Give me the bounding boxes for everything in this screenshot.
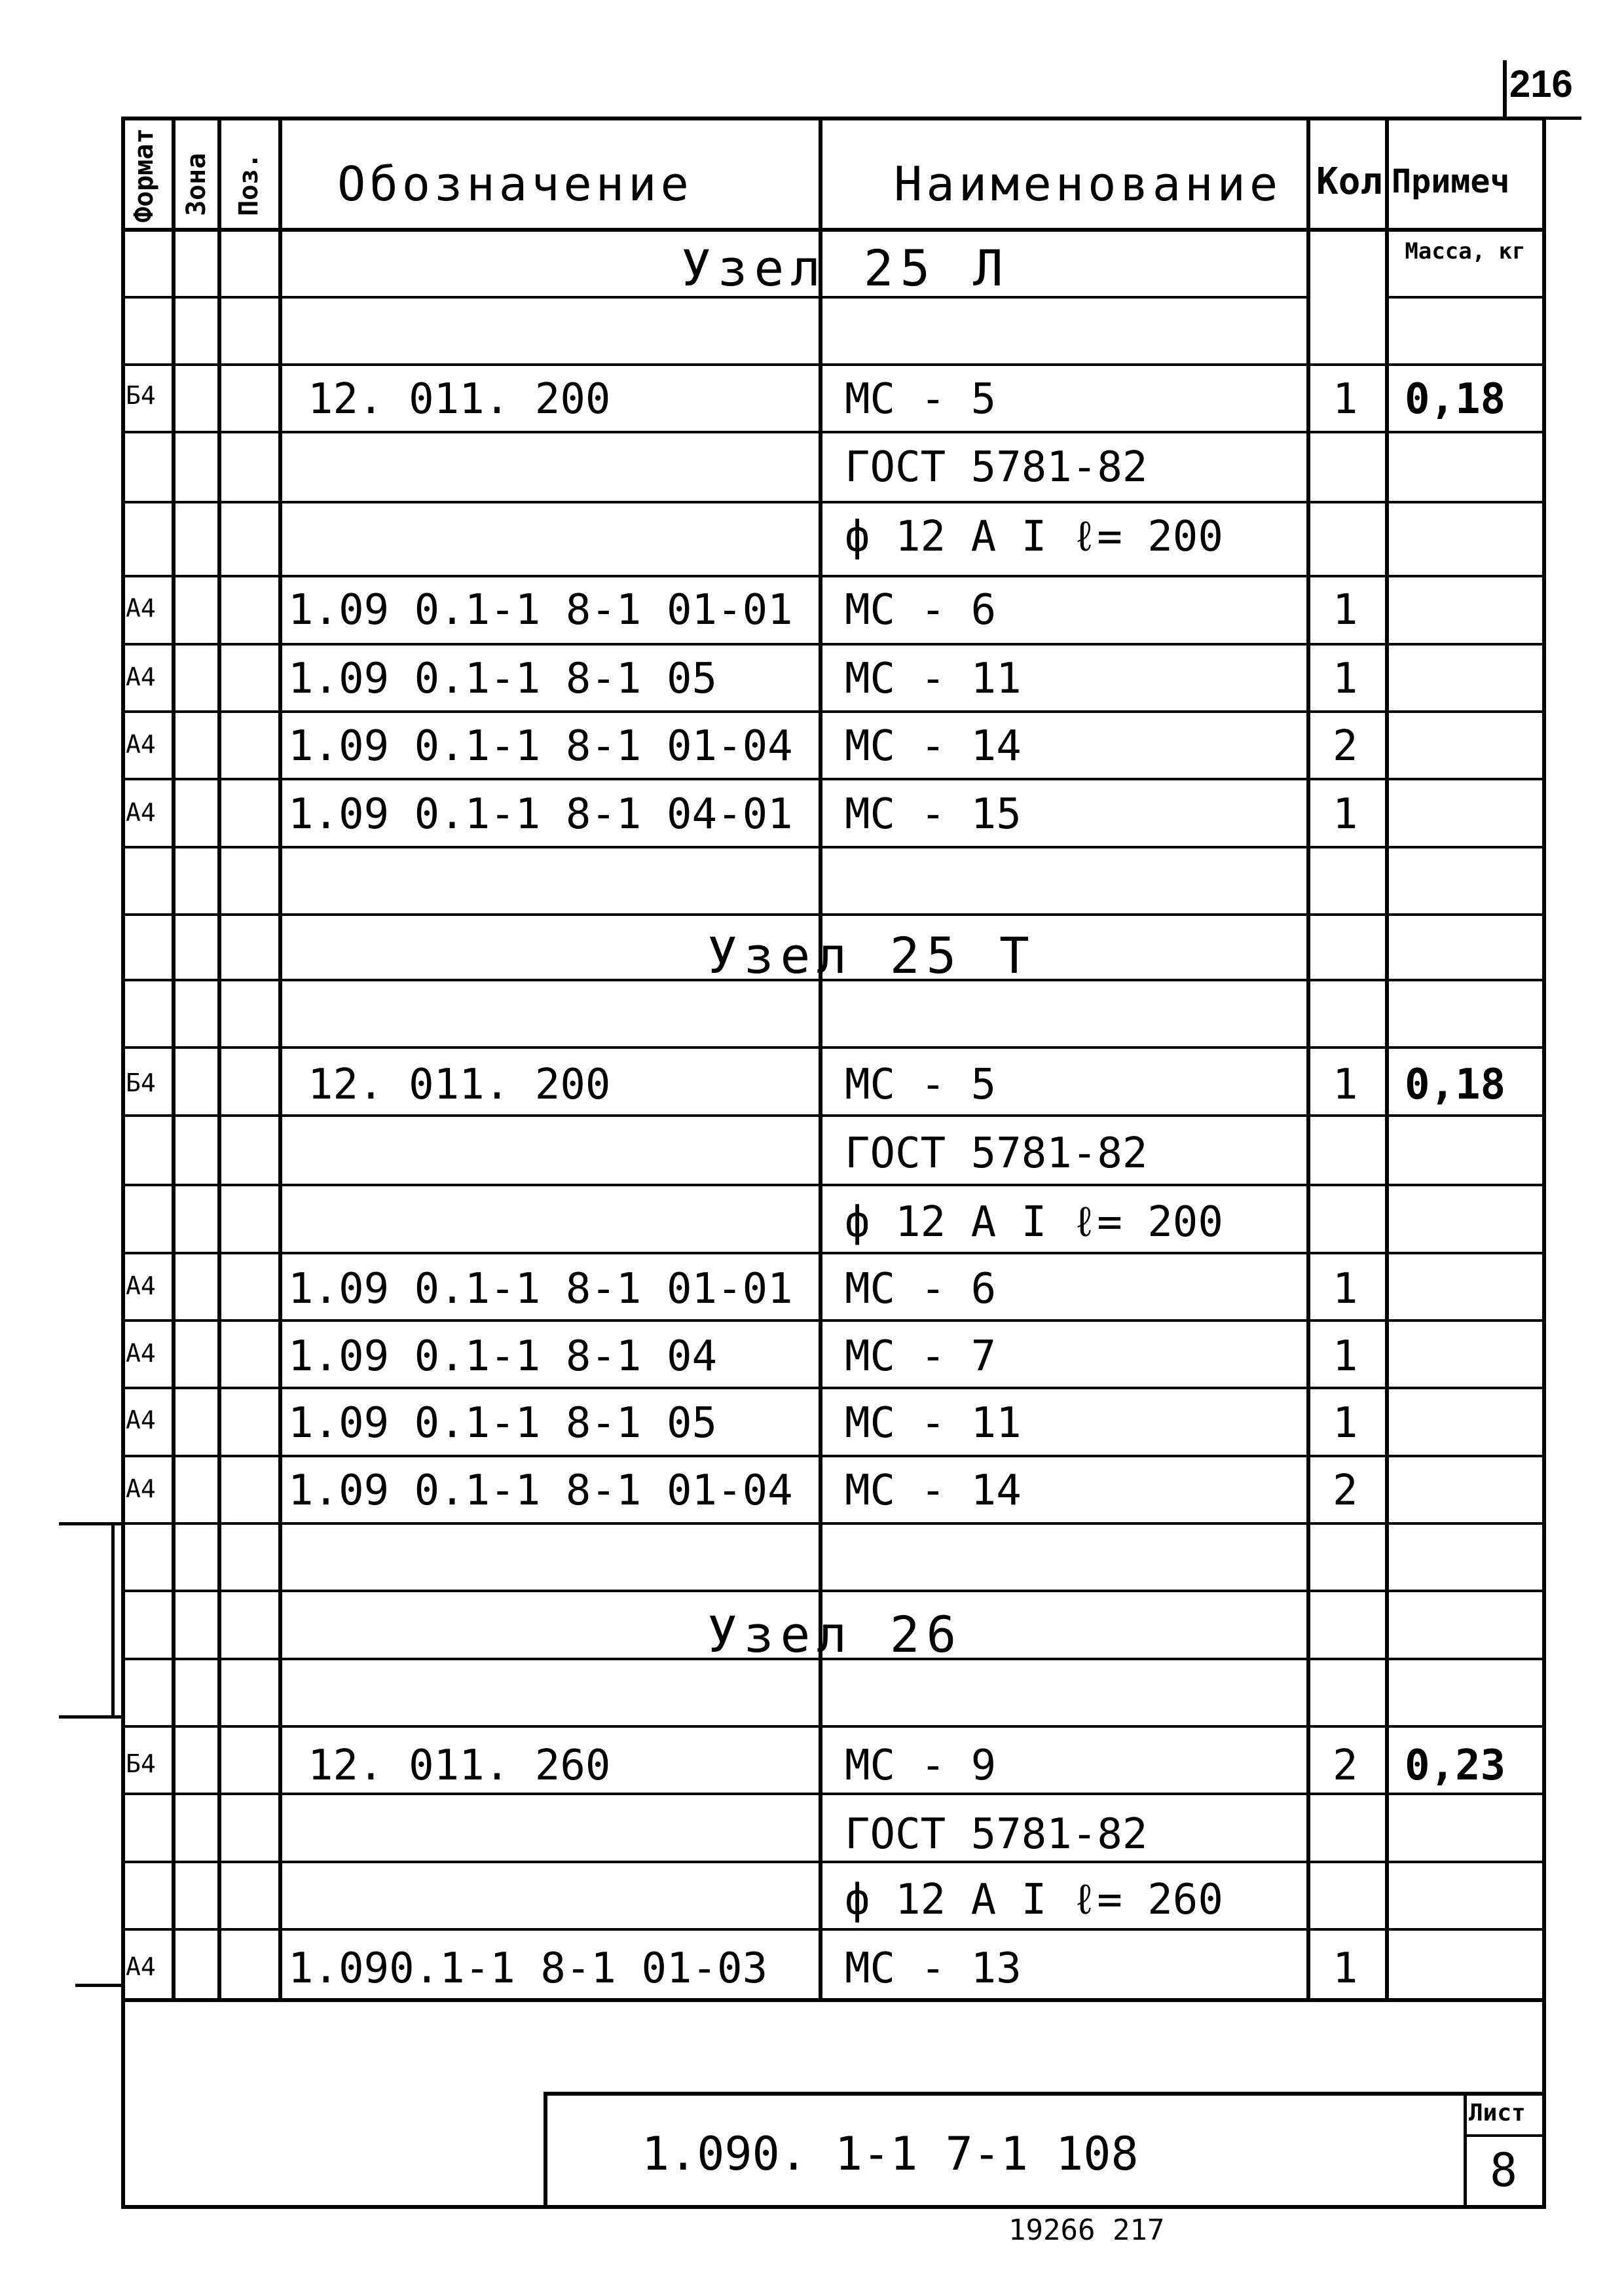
binding-strip-bottom (75, 1984, 124, 1987)
row-note: 0,18 (1405, 375, 1506, 424)
row-name: МС - 13 (845, 1944, 1022, 1993)
row-line (121, 710, 1545, 713)
row-qty: 1 (1333, 655, 1358, 703)
row-name: МС - 14 (845, 1467, 1022, 1515)
header-note: Примеч (1392, 162, 1510, 200)
row-line (121, 846, 1545, 848)
row-format: А4 (126, 1952, 156, 1981)
row-format: А4 (126, 798, 156, 827)
row-designation: 1.09 0.1-1 8-1 01-01 (288, 586, 793, 634)
header-divider (121, 228, 1545, 232)
row-line (121, 1387, 1545, 1389)
header-qty: Кол (1316, 160, 1383, 203)
row-line (121, 575, 1545, 577)
row-format: А4 (126, 663, 156, 691)
row-designation: 1.09 0.1-1 8-1 04-01 (288, 790, 793, 839)
row-line (1385, 296, 1542, 299)
row-line (121, 778, 1545, 780)
row-name: ф 12 А I ℓ= 260 (845, 1876, 1223, 1924)
row-designation: 12. 011. 200 (308, 1061, 611, 1109)
row-line (121, 1998, 1545, 2002)
row-line (121, 1455, 1545, 1457)
row-qty: 1 (1333, 1061, 1358, 1109)
row-name: ГОСТ 5781-82 (845, 1810, 1148, 1859)
row-name: МС - 9 (845, 1741, 997, 1790)
row-line (121, 643, 1545, 646)
section-title: Узел 25 Л (681, 239, 1010, 297)
binding-strip-top (59, 1522, 124, 1525)
row-line (121, 1928, 1545, 1931)
row-designation: 1.09 0.1-1 8-1 01-01 (288, 1265, 793, 1313)
row-name: ГОСТ 5781-82 (845, 443, 1148, 492)
row-designation: 1.09 0.1-1 8-1 05 (288, 1399, 718, 1448)
row-qty: 1 (1333, 1332, 1358, 1381)
stamp-sheet-line (1464, 2134, 1545, 2137)
row-designation: 1.09 0.1-1 8-1 01-04 (288, 722, 793, 771)
page-number: 216 (1509, 63, 1573, 105)
row-format: А4 (126, 1271, 156, 1300)
row-note: 0,23 (1405, 1741, 1506, 1790)
binding-strip-mid (59, 1715, 124, 1719)
row-line (121, 1046, 1545, 1049)
row-name: МС - 14 (845, 722, 1022, 771)
stamp-sheet-divider (1464, 2092, 1467, 2208)
row-name: МС - 7 (845, 1332, 997, 1381)
header-format: Формат (129, 128, 159, 223)
row-name: ф 12 А I ℓ= 200 (845, 1198, 1223, 1247)
row-designation: 1.09 0.1-1 8-1 01-04 (288, 1467, 793, 1515)
row-qty: 1 (1333, 1399, 1358, 1448)
row-line (121, 1725, 1545, 1728)
stamp-top (544, 2092, 1545, 2096)
col-line-qty (1385, 117, 1389, 2001)
header-zone: Зона (181, 153, 212, 216)
col-line-name (1306, 117, 1310, 2001)
stamp-doc-code: 1.090. 1-1 7-1 108 (642, 2127, 1139, 2181)
row-name: МС - 11 (845, 1399, 1022, 1448)
row-line (121, 1319, 1545, 1322)
page-number-bracket (1503, 60, 1507, 119)
col-line-pos (278, 117, 282, 2001)
row-format: А4 (126, 594, 156, 623)
stamp-left (544, 2092, 547, 2208)
row-note: 0,18 (1405, 1061, 1506, 1109)
row-line (121, 1793, 1545, 1795)
frame-top (121, 117, 1545, 120)
row-designation: 12. 011. 200 (308, 375, 611, 424)
stamp-sheet-number: 8 (1490, 2143, 1518, 2197)
row-line (121, 1522, 1545, 1525)
row-qty: 1 (1333, 1265, 1358, 1313)
row-designation: 1.09 0.1-1 8-1 05 (288, 655, 718, 703)
footer-text: 19266 217 (1008, 2214, 1165, 2247)
header-pos: Поз. (234, 153, 264, 216)
section-title: Узел 25 Т (707, 926, 1036, 985)
header-name: Наименование (894, 156, 1282, 211)
row-name: ГОСТ 5781-82 (845, 1129, 1148, 1178)
row-qty: 1 (1333, 586, 1358, 634)
frame-bottom (121, 2205, 1546, 2209)
row-qty: 1 (1333, 375, 1358, 424)
row-qty: 1 (1333, 790, 1358, 839)
row-name: МС - 6 (845, 1265, 997, 1313)
row-designation: 1.090.1-1 8-1 01-03 (288, 1944, 768, 1993)
row-line (121, 1590, 1545, 1592)
row-designation: 12. 011. 260 (308, 1741, 611, 1790)
mass-label: Масса, кг (1405, 238, 1526, 264)
section-title: Узел 26 (707, 1605, 963, 1664)
row-line (121, 1861, 1545, 1863)
row-line (121, 431, 1545, 433)
row-name: МС - 15 (845, 790, 1022, 839)
row-format: А4 (126, 730, 156, 759)
row-name: МС - 5 (845, 375, 997, 424)
row-format: Б4 (126, 381, 156, 410)
col-line-format (172, 117, 175, 2001)
row-name: МС - 11 (845, 655, 1022, 703)
col-line-zone (217, 117, 221, 2001)
col-line-designation (819, 117, 822, 2001)
row-line (121, 1114, 1545, 1117)
binding-strip-line (111, 1522, 115, 1719)
row-format: А4 (126, 1339, 156, 1368)
row-line (121, 1184, 1545, 1186)
header-designation: Обозначение (337, 156, 693, 211)
row-format: А4 (126, 1474, 156, 1503)
row-qty: 2 (1333, 1741, 1358, 1790)
row-line (121, 913, 1545, 916)
row-name: МС - 6 (845, 586, 997, 634)
row-name: ф 12 А I ℓ= 200 (845, 513, 1223, 561)
stamp-sheet-label: Лист (1469, 2100, 1526, 2126)
row-qty: 2 (1333, 1467, 1358, 1515)
row-format: Б4 (126, 1068, 156, 1097)
row-line (121, 501, 1545, 503)
row-format: А4 (126, 1406, 156, 1434)
row-name: МС - 5 (845, 1061, 997, 1109)
row-format: Б4 (126, 1749, 156, 1778)
row-designation: 1.09 0.1-1 8-1 04 (288, 1332, 718, 1381)
row-qty: 1 (1333, 1944, 1358, 1993)
row-line (121, 1252, 1545, 1254)
row-qty: 2 (1333, 722, 1358, 771)
row-line (121, 363, 1545, 366)
